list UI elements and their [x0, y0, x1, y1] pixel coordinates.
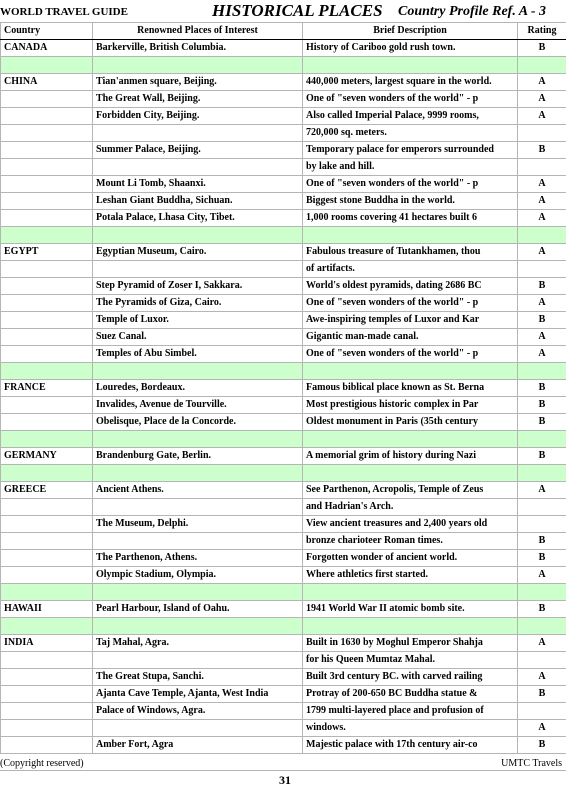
separator-cell: [518, 227, 566, 244]
separator-cell: [1, 431, 93, 448]
rating-cell: B: [518, 380, 566, 397]
separator-cell: [518, 465, 566, 482]
table-row: [1, 346, 566, 363]
place-cell: Leshan Giant Buddha, Sichuan.: [93, 193, 303, 210]
place-cell: Barkerville, British Columbia.: [93, 40, 303, 57]
table-row: [1, 40, 566, 57]
rating-cell: A: [518, 176, 566, 193]
separator-cell: [303, 584, 518, 601]
table-row: [1, 142, 566, 159]
places-table: [0, 22, 566, 754]
description-cell: One of "seven wonders of the world" - p: [303, 91, 518, 108]
separator-row: [1, 431, 566, 448]
place-cell: Ancient Athens.: [93, 482, 303, 499]
table-row: [1, 329, 566, 346]
separator-row: [1, 227, 566, 244]
separator-cell: [93, 363, 303, 380]
rating-cell: A: [518, 567, 566, 584]
place-cell: Olympic Stadium, Olympia.: [93, 567, 303, 584]
country-cell: GERMANY: [1, 448, 93, 465]
country-cell: [1, 261, 93, 278]
table-row: [1, 193, 566, 210]
description-cell: 440,000 meters, largest square in the world.: [303, 74, 518, 91]
rating-cell: A: [518, 329, 566, 346]
description-cell: One of "seven wonders of the world" - p: [303, 346, 518, 363]
table-row: [1, 312, 566, 329]
rating-cell: B: [518, 397, 566, 414]
rating-cell: A: [518, 108, 566, 125]
place-cell: Tian'anmen square, Beijing.: [93, 74, 303, 91]
separator-row: [1, 465, 566, 482]
country-cell: [1, 669, 93, 686]
description-cell: bronze charioteer Roman times.: [303, 533, 518, 550]
page-number: 31: [279, 773, 291, 787]
separator-cell: [303, 227, 518, 244]
place-cell: The Parthenon, Athens.: [93, 550, 303, 567]
column-header-place: Renowned Places of Interest: [93, 23, 303, 40]
country-cell: [1, 703, 93, 720]
column-header-description: Brief Description: [303, 23, 518, 40]
country-cell: CANADA: [1, 40, 93, 57]
country-cell: CHINA: [1, 74, 93, 91]
separator-cell: [93, 618, 303, 635]
separator-cell: [1, 584, 93, 601]
country-cell: FRANCE: [1, 380, 93, 397]
description-cell: windows.: [303, 720, 518, 737]
description-cell: Temporary palace for emperors surrounded: [303, 142, 518, 159]
description-cell: One of "seven wonders of the world" - p: [303, 295, 518, 312]
rating-cell: [518, 261, 566, 278]
rating-cell: A: [518, 91, 566, 108]
separator-cell: [518, 618, 566, 635]
description-cell: 1799 multi-layered place and profusion of: [303, 703, 518, 720]
place-cell: Invalides, Avenue de Tourville.: [93, 397, 303, 414]
description-cell: See Parthenon, Acropolis, Temple of Zeus: [303, 482, 518, 499]
description-cell: View ancient treasures and 2,400 years old: [303, 516, 518, 533]
country-cell: [1, 516, 93, 533]
country-cell: [1, 108, 93, 125]
rating-cell: A: [518, 635, 566, 652]
country-cell: [1, 567, 93, 584]
separator-row: [1, 363, 566, 380]
place-cell: Temple of Luxor.: [93, 312, 303, 329]
separator-row: [1, 57, 566, 74]
description-cell: Protray of 200-650 BC Buddha statue &: [303, 686, 518, 703]
country-cell: [1, 91, 93, 108]
rating-cell: B: [518, 278, 566, 295]
separator-cell: [93, 584, 303, 601]
place-cell: [93, 125, 303, 142]
country-cell: [1, 193, 93, 210]
description-cell: Where athletics first started.: [303, 567, 518, 584]
separator-cell: [1, 618, 93, 635]
table-row: [1, 601, 566, 618]
table-body: [1, 40, 566, 754]
description-cell: Forgotten wonder of ancient world.: [303, 550, 518, 567]
description-cell: 1,000 rooms covering 41 hectares built 6: [303, 210, 518, 227]
place-cell: The Great Wall, Beijing.: [93, 91, 303, 108]
rating-cell: B: [518, 737, 566, 754]
description-cell: 1941 World War II atomic bomb site.: [303, 601, 518, 618]
country-cell: [1, 329, 93, 346]
table-row: [1, 278, 566, 295]
country-cell: HAWAII: [1, 601, 93, 618]
country-cell: [1, 312, 93, 329]
separator-cell: [1, 363, 93, 380]
rating-cell: A: [518, 193, 566, 210]
table-row: [1, 635, 566, 652]
rating-cell: B: [518, 533, 566, 550]
table-row: [1, 686, 566, 703]
rating-cell: A: [518, 669, 566, 686]
place-cell: Palace of Windows, Agra.: [93, 703, 303, 720]
page-header: [0, 0, 566, 22]
separator-cell: [1, 227, 93, 244]
rating-cell: B: [518, 686, 566, 703]
rating-cell: [518, 516, 566, 533]
rating-cell: A: [518, 295, 566, 312]
separator-cell: [93, 227, 303, 244]
country-cell: [1, 652, 93, 669]
table-row: [1, 567, 566, 584]
place-cell: Louredes, Bordeaux.: [93, 380, 303, 397]
company-name: UMTC Travels: [501, 758, 562, 769]
place-cell: Mount Li Tomb, Shaanxi.: [93, 176, 303, 193]
separator-cell: [303, 363, 518, 380]
place-cell: [93, 261, 303, 278]
place-cell: The Great Stupa, Sanchi.: [93, 669, 303, 686]
country-cell: [1, 499, 93, 516]
place-cell: Potala Palace, Lhasa City, Tibet.: [93, 210, 303, 227]
place-cell: Forbidden City, Beijing.: [93, 108, 303, 125]
separator-row: [1, 618, 566, 635]
place-cell: Taj Mahal, Agra.: [93, 635, 303, 652]
description-cell: Also called Imperial Palace, 9999 rooms,: [303, 108, 518, 125]
place-cell: Temples of Abu Simbel.: [93, 346, 303, 363]
description-cell: of artifacts.: [303, 261, 518, 278]
rating-cell: [518, 499, 566, 516]
place-cell: [93, 533, 303, 550]
rating-cell: B: [518, 142, 566, 159]
separator-cell: [518, 363, 566, 380]
table-row: [1, 533, 566, 550]
table-row: [1, 652, 566, 669]
rating-cell: A: [518, 482, 566, 499]
table-row: [1, 380, 566, 397]
rating-cell: [518, 159, 566, 176]
rating-cell: B: [518, 550, 566, 567]
column-header-rating: Rating: [518, 23, 566, 40]
separator-cell: [1, 465, 93, 482]
rating-cell: B: [518, 312, 566, 329]
place-cell: Step Pyramid of Zoser I, Sakkara.: [93, 278, 303, 295]
separator-cell: [93, 57, 303, 74]
separator-cell: [518, 584, 566, 601]
place-cell: Obelisque, Place de la Concorde.: [93, 414, 303, 431]
description-cell: Famous biblical place known as St. Berna: [303, 380, 518, 397]
table-row: [1, 261, 566, 278]
country-cell: [1, 533, 93, 550]
table-row: [1, 669, 566, 686]
description-cell: Built 3rd century BC. with carved railing: [303, 669, 518, 686]
country-cell: EGYPT: [1, 244, 93, 261]
place-cell: The Museum, Delphi.: [93, 516, 303, 533]
place-cell: Pearl Harbour, Island of Oahu.: [93, 601, 303, 618]
rating-cell: A: [518, 244, 566, 261]
rating-cell: A: [518, 720, 566, 737]
table-row: [1, 176, 566, 193]
place-cell: Amber Fort, Agra: [93, 737, 303, 754]
place-cell: [93, 652, 303, 669]
column-header-country: Country: [1, 23, 93, 40]
place-cell: Ajanta Cave Temple, Ajanta, West India: [93, 686, 303, 703]
description-cell: World's oldest pyramids, dating 2686 BC: [303, 278, 518, 295]
description-cell: for his Queen Mumtaz Mahal.: [303, 652, 518, 669]
separator-cell: [93, 431, 303, 448]
country-cell: [1, 720, 93, 737]
country-cell: [1, 397, 93, 414]
table-row: [1, 414, 566, 431]
place-cell: Suez Canal.: [93, 329, 303, 346]
separator-cell: [303, 465, 518, 482]
guide-title: WORLD TRAVEL GUIDE: [0, 6, 128, 18]
description-cell: and Hadrian's Arch.: [303, 499, 518, 516]
rating-cell: B: [518, 601, 566, 618]
table-row: [1, 720, 566, 737]
place-cell: [93, 720, 303, 737]
description-cell: Biggest stone Buddha in the world.: [303, 193, 518, 210]
description-cell: Most prestigious historic complex in Par: [303, 397, 518, 414]
profile-reference: Country Profile Ref. A - 3: [398, 4, 547, 19]
table-row: [1, 448, 566, 465]
place-cell: Egyptian Museum, Cairo.: [93, 244, 303, 261]
place-cell: Brandenburg Gate, Berlin.: [93, 448, 303, 465]
rating-cell: B: [518, 414, 566, 431]
separator-cell: [1, 57, 93, 74]
page-title: HISTORICAL PLACES: [212, 1, 383, 20]
page-footer: [0, 750, 566, 789]
separator-cell: [303, 618, 518, 635]
footer-divider: [0, 770, 566, 771]
table-row: [1, 295, 566, 312]
table-row: [1, 482, 566, 499]
country-cell: [1, 142, 93, 159]
description-cell: History of Cariboo gold rush town.: [303, 40, 518, 57]
table-row: [1, 91, 566, 108]
description-cell: Oldest monument in Paris (35th century: [303, 414, 518, 431]
table-row: [1, 210, 566, 227]
separator-row: [1, 584, 566, 601]
description-cell: by lake and hill.: [303, 159, 518, 176]
place-cell: Summer Palace, Beijing.: [93, 142, 303, 159]
rating-cell: A: [518, 74, 566, 91]
country-cell: [1, 125, 93, 142]
rating-cell: [518, 652, 566, 669]
table-row: [1, 125, 566, 142]
table-row: [1, 108, 566, 125]
rating-cell: A: [518, 210, 566, 227]
description-cell: Awe-inspiring temples of Luxor and Kar: [303, 312, 518, 329]
country-cell: [1, 550, 93, 567]
country-cell: [1, 210, 93, 227]
country-cell: [1, 686, 93, 703]
table-row: [1, 397, 566, 414]
rating-cell: A: [518, 346, 566, 363]
separator-cell: [518, 431, 566, 448]
rating-cell: B: [518, 40, 566, 57]
country-cell: [1, 159, 93, 176]
rating-cell: B: [518, 448, 566, 465]
country-cell: [1, 414, 93, 431]
rating-cell: [518, 125, 566, 142]
rating-cell: [518, 703, 566, 720]
table-header-row: [1, 23, 566, 40]
country-cell: [1, 176, 93, 193]
separator-cell: [303, 431, 518, 448]
table-row: [1, 550, 566, 567]
country-cell: [1, 346, 93, 363]
separator-cell: [93, 465, 303, 482]
description-cell: 720,000 sq. meters.: [303, 125, 518, 142]
description-cell: A memorial grim of history during Nazi: [303, 448, 518, 465]
copyright-note: (Copyright reserved): [0, 758, 84, 769]
description-cell: One of "seven wonders of the world" - p: [303, 176, 518, 193]
country-cell: INDIA: [1, 635, 93, 652]
description-cell: Gigantic man-made canal.: [303, 329, 518, 346]
country-cell: [1, 278, 93, 295]
table-row: [1, 74, 566, 91]
table-row: [1, 703, 566, 720]
description-cell: Fabulous treasure of Tutankhamen, thou: [303, 244, 518, 261]
place-cell: [93, 159, 303, 176]
separator-cell: [518, 57, 566, 74]
description-cell: Built in 1630 by Moghul Emperor Shahja: [303, 635, 518, 652]
separator-cell: [303, 57, 518, 74]
description-cell: Majestic palace with 17th century air-co: [303, 737, 518, 754]
table-row: [1, 159, 566, 176]
table-row: [1, 244, 566, 261]
country-cell: [1, 295, 93, 312]
table-row: [1, 499, 566, 516]
place-cell: [93, 499, 303, 516]
country-cell: GREECE: [1, 482, 93, 499]
table-row: [1, 516, 566, 533]
place-cell: The Pyramids of Giza, Cairo.: [93, 295, 303, 312]
